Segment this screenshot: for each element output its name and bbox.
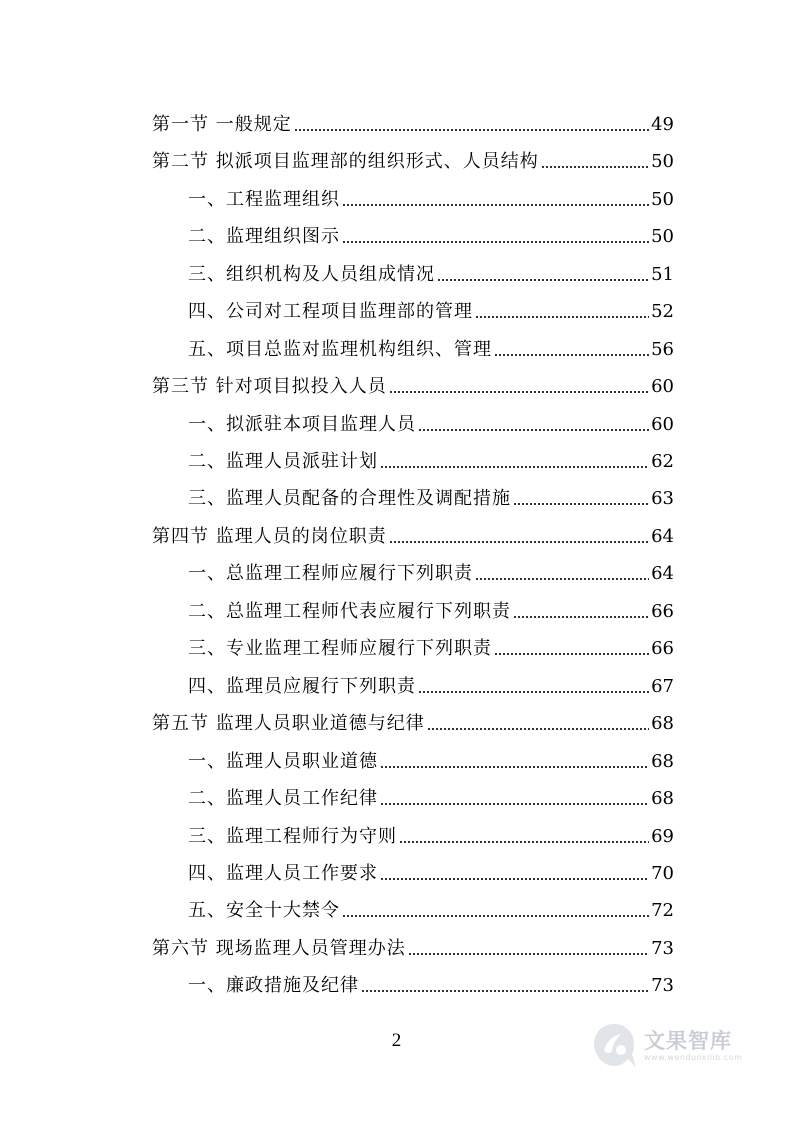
toc-entry[interactable] bbox=[188, 668, 674, 698]
toc-entry[interactable] bbox=[188, 181, 674, 211]
toc-entry-page: 64 bbox=[651, 563, 674, 584]
toc-entry[interactable] bbox=[188, 406, 674, 436]
toc-entry-title: 二、总监理工程师代表应履行下列职责 bbox=[188, 601, 511, 622]
toc-dot-leader bbox=[427, 728, 649, 730]
toc-entry[interactable] bbox=[188, 331, 674, 361]
toc-entry[interactable] bbox=[152, 930, 674, 960]
toc-entry-title: 五、安全十大禁令 bbox=[188, 900, 340, 921]
toc-entry-title: 二、监理组织图示 bbox=[188, 226, 340, 247]
toc-entry-page: 50 bbox=[651, 151, 674, 172]
toc-entry-title: 一、工程监理组织 bbox=[188, 189, 340, 210]
toc-entry-page: 68 bbox=[651, 713, 674, 734]
toc-entry-title: 三、监理工程师行为守则 bbox=[188, 826, 397, 847]
toc-entry[interactable] bbox=[188, 293, 674, 323]
toc-entry[interactable] bbox=[188, 443, 674, 473]
toc-entry-page: 60 bbox=[651, 376, 674, 397]
toc-entry-page: 50 bbox=[651, 189, 674, 210]
toc-entry[interactable] bbox=[188, 892, 674, 922]
toc-entry[interactable] bbox=[188, 855, 674, 885]
toc-entry-title: 五、项目总监对监理机构组织、管理 bbox=[188, 339, 492, 360]
toc-dot-leader bbox=[475, 316, 649, 318]
toc-entry-page: 69 bbox=[651, 826, 674, 847]
toc-entry[interactable] bbox=[188, 480, 674, 510]
toc-dot-leader bbox=[418, 691, 649, 693]
toc-entry-title: 一、总监理工程师应履行下列职责 bbox=[188, 563, 473, 584]
toc-entry[interactable] bbox=[152, 518, 674, 548]
toc-entry-title: 一、拟派驻本项目监理人员 bbox=[188, 414, 416, 435]
watermark-url: www.wenduoxilib.com bbox=[644, 1053, 743, 1062]
toc-dot-leader bbox=[494, 653, 649, 655]
toc-entry-page: 72 bbox=[651, 900, 674, 921]
toc-entry-page: 60 bbox=[651, 414, 674, 435]
toc-entry[interactable] bbox=[152, 368, 674, 398]
watermark bbox=[588, 1018, 758, 1074]
toc-entry-page: 70 bbox=[651, 863, 674, 884]
toc-entry-page: 73 bbox=[651, 975, 674, 996]
toc-entry-page: 67 bbox=[651, 676, 674, 697]
toc-entry-page: 56 bbox=[651, 339, 674, 360]
toc-entry[interactable] bbox=[188, 593, 674, 623]
toc-entry-title: 第六节 现场监理人员管理办法 bbox=[152, 938, 406, 959]
toc-entry-title: 四、监理员应履行下列职责 bbox=[188, 676, 416, 697]
toc-entry-page: 66 bbox=[651, 601, 674, 622]
toc-entry-page: 73 bbox=[651, 938, 674, 959]
toc-dot-leader bbox=[389, 541, 649, 543]
toc-entry[interactable] bbox=[188, 780, 674, 810]
toc-entry-title: 三、监理人员配备的合理性及调配措施 bbox=[188, 488, 511, 509]
toc-dot-leader bbox=[418, 429, 649, 431]
toc-dot-leader bbox=[399, 841, 649, 843]
toc-entry-title: 三、组织机构及人员组成情况 bbox=[188, 264, 435, 285]
toc-entry-page: 68 bbox=[651, 751, 674, 772]
toc-entry-title: 四、公司对工程项目监理部的管理 bbox=[188, 301, 473, 322]
toc-entry-page: 52 bbox=[651, 301, 674, 322]
toc-dot-leader bbox=[342, 915, 649, 917]
toc-entry-title: 第二节 拟派项目监理部的组织形式、人员结构 bbox=[152, 151, 539, 172]
toc-entry[interactable] bbox=[188, 218, 674, 248]
toc-dot-leader bbox=[513, 503, 649, 505]
toc-entry-title: 第三节 针对项目拟投入人员 bbox=[152, 376, 387, 397]
toc-entry[interactable] bbox=[152, 705, 674, 735]
toc-entry-title: 第五节 监理人员职业道德与纪律 bbox=[152, 713, 425, 734]
toc-dot-leader bbox=[380, 878, 649, 880]
toc-entry[interactable] bbox=[188, 743, 674, 773]
toc-dot-leader bbox=[361, 990, 649, 992]
toc-entry[interactable] bbox=[152, 106, 674, 136]
toc-entry-title: 一、廉政措施及纪律 bbox=[188, 975, 359, 996]
toc-dot-leader bbox=[494, 354, 649, 356]
toc-dot-leader bbox=[294, 129, 649, 131]
toc-entry-title: 二、监理人员工作纪律 bbox=[188, 788, 378, 809]
toc-dot-leader bbox=[541, 166, 649, 168]
toc-dot-leader bbox=[342, 204, 649, 206]
toc-entry-title: 第四节 监理人员的岗位职责 bbox=[152, 526, 387, 547]
toc-entry-title: 四、监理人员工作要求 bbox=[188, 863, 378, 884]
toc-entry[interactable] bbox=[188, 967, 674, 997]
toc-dot-leader bbox=[408, 953, 649, 955]
watermark-brand: 文果智库 bbox=[644, 1029, 732, 1053]
toc-dot-leader bbox=[475, 578, 649, 580]
toc-entry-title: 三、专业监理工程师应履行下列职责 bbox=[188, 638, 492, 659]
wendu-logo-icon bbox=[588, 1020, 640, 1072]
toc-entry[interactable] bbox=[188, 555, 674, 585]
toc-entry-page: 64 bbox=[651, 526, 674, 547]
toc-entry-page: 49 bbox=[651, 114, 674, 135]
toc-entry-page: 63 bbox=[651, 488, 674, 509]
toc-dot-leader bbox=[380, 803, 649, 805]
toc-entry-page: 68 bbox=[651, 788, 674, 809]
toc-entry-title: 二、监理人员派驻计划 bbox=[188, 451, 378, 472]
toc-entry-page: 50 bbox=[651, 226, 674, 247]
toc-entry[interactable] bbox=[188, 818, 674, 848]
toc-dot-leader bbox=[389, 391, 649, 393]
toc-entry-page: 51 bbox=[651, 264, 674, 285]
toc-entry-title: 第一节 一般规定 bbox=[152, 114, 292, 135]
toc-dot-leader bbox=[342, 241, 649, 243]
toc-entry[interactable] bbox=[188, 256, 674, 286]
toc-entry-page: 62 bbox=[651, 451, 674, 472]
toc-dot-leader bbox=[513, 616, 649, 618]
toc-entry[interactable] bbox=[188, 630, 674, 660]
toc-dot-leader bbox=[380, 766, 649, 768]
toc-dot-leader bbox=[380, 466, 649, 468]
toc-entry[interactable] bbox=[152, 143, 674, 173]
toc-dot-leader bbox=[437, 279, 649, 281]
page-number: 2 bbox=[391, 1030, 402, 1051]
toc-entry-page: 66 bbox=[651, 638, 674, 659]
toc-entry-title: 一、监理人员职业道德 bbox=[188, 751, 378, 772]
